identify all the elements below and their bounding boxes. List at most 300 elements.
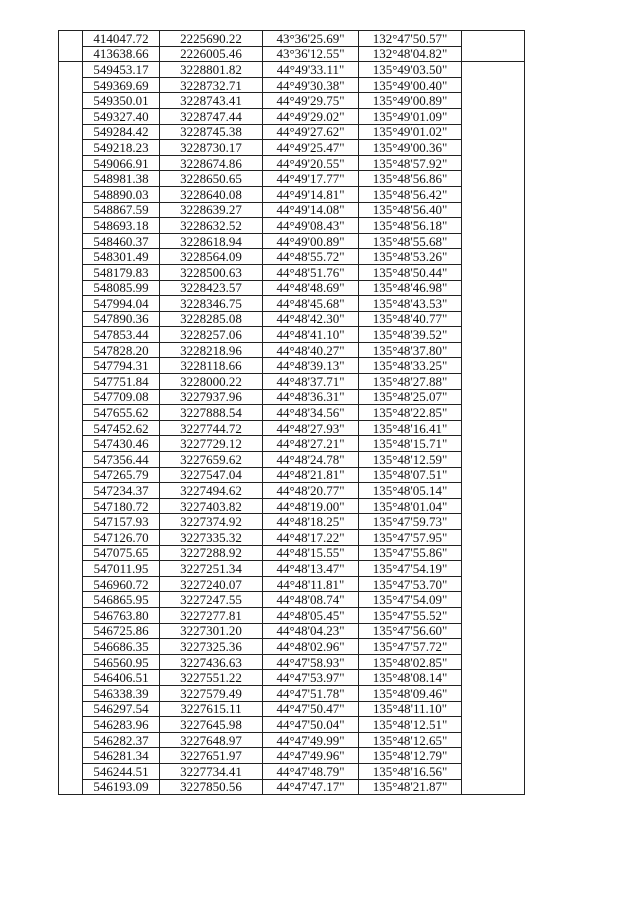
latitude-cell: 44°47'49.99" bbox=[263, 732, 359, 748]
y-coordinate-cell: 3227288.92 bbox=[160, 545, 263, 561]
latitude-cell: 44°48'02.96" bbox=[263, 639, 359, 655]
latitude-cell: 44°49'29.75" bbox=[263, 93, 359, 109]
group-index-cell bbox=[59, 218, 83, 234]
y-coordinate-cell: 3227648.97 bbox=[160, 732, 263, 748]
table-row bbox=[59, 327, 525, 343]
group-index-cell bbox=[59, 327, 83, 343]
table-row bbox=[59, 732, 525, 748]
empty-cell bbox=[462, 374, 525, 390]
y-coordinate-cell: 3228618.94 bbox=[160, 233, 263, 249]
longitude-cell: 135°48'56.40" bbox=[359, 202, 462, 218]
y-coordinate-cell: 3228743.41 bbox=[160, 93, 263, 109]
y-coordinate-cell: 3227277.81 bbox=[160, 607, 263, 623]
latitude-cell: 44°49'25.47" bbox=[263, 140, 359, 156]
longitude-cell: 132°47'50.57" bbox=[359, 31, 462, 47]
latitude-cell: 43°36'12.55" bbox=[263, 46, 359, 62]
empty-cell bbox=[462, 108, 525, 124]
latitude-cell: 44°48'15.55" bbox=[263, 545, 359, 561]
table-row bbox=[59, 358, 525, 374]
empty-cell bbox=[462, 639, 525, 655]
latitude-cell: 44°48'05.45" bbox=[263, 607, 359, 623]
y-coordinate-cell: 3228732.71 bbox=[160, 77, 263, 93]
group-index-cell bbox=[59, 623, 83, 639]
latitude-cell: 44°49'33.11" bbox=[263, 62, 359, 78]
empty-cell bbox=[462, 202, 525, 218]
longitude-cell: 135°48'16.56" bbox=[359, 763, 462, 779]
group-index-cell bbox=[59, 654, 83, 670]
y-coordinate-cell: 3227659.62 bbox=[160, 452, 263, 468]
latitude-cell: 44°48'27.93" bbox=[263, 420, 359, 436]
empty-cell bbox=[462, 264, 525, 280]
latitude-cell: 44°47'50.04" bbox=[263, 717, 359, 733]
x-coordinate-cell: 547994.04 bbox=[83, 296, 160, 312]
y-coordinate-cell: 3228639.27 bbox=[160, 202, 263, 218]
group-index-cell bbox=[59, 202, 83, 218]
latitude-cell: 44°48'17.22" bbox=[263, 530, 359, 546]
group-index-cell bbox=[59, 108, 83, 124]
y-coordinate-cell: 3228285.08 bbox=[160, 311, 263, 327]
group-index-cell bbox=[59, 342, 83, 358]
empty-cell bbox=[462, 701, 525, 717]
longitude-cell: 135°49'00.40" bbox=[359, 77, 462, 93]
longitude-cell: 135°48'39.52" bbox=[359, 327, 462, 343]
longitude-cell: 135°48'16.41" bbox=[359, 420, 462, 436]
longitude-cell: 135°48'56.42" bbox=[359, 186, 462, 202]
table-row bbox=[59, 545, 525, 561]
latitude-cell: 44°47'51.78" bbox=[263, 685, 359, 701]
empty-cell bbox=[462, 685, 525, 701]
table-row bbox=[59, 389, 525, 405]
table-row bbox=[59, 623, 525, 639]
table-row bbox=[59, 296, 525, 312]
group-index-cell bbox=[59, 264, 83, 280]
group-index-cell bbox=[59, 280, 83, 296]
group-index-cell bbox=[59, 763, 83, 779]
latitude-cell: 44°49'30.38" bbox=[263, 77, 359, 93]
x-coordinate-cell: 546193.09 bbox=[83, 779, 160, 795]
group-index-cell bbox=[59, 483, 83, 499]
longitude-cell: 135°47'57.95" bbox=[359, 530, 462, 546]
y-coordinate-cell: 3228500.63 bbox=[160, 264, 263, 280]
x-coordinate-cell: 546960.72 bbox=[83, 576, 160, 592]
longitude-cell: 135°48'37.80" bbox=[359, 342, 462, 358]
y-coordinate-cell: 3227436.63 bbox=[160, 654, 263, 670]
group-index-cell bbox=[59, 670, 83, 686]
latitude-cell: 44°48'20.77" bbox=[263, 483, 359, 499]
group-index-cell bbox=[59, 732, 83, 748]
table-row bbox=[59, 763, 525, 779]
group-index-cell bbox=[59, 436, 83, 452]
table-row bbox=[59, 748, 525, 764]
group-index-cell bbox=[59, 576, 83, 592]
table-row bbox=[59, 202, 525, 218]
latitude-cell: 44°49'00.89" bbox=[263, 233, 359, 249]
latitude-cell: 44°48'04.23" bbox=[263, 623, 359, 639]
y-coordinate-cell: 3228640.08 bbox=[160, 186, 263, 202]
longitude-cell: 135°47'59.73" bbox=[359, 514, 462, 530]
empty-cell bbox=[462, 467, 525, 483]
x-coordinate-cell: 413638.66 bbox=[83, 46, 160, 62]
latitude-cell: 44°49'17.77" bbox=[263, 171, 359, 187]
y-coordinate-cell: 3227651.97 bbox=[160, 748, 263, 764]
empty-cell bbox=[462, 93, 525, 109]
group-index-cell bbox=[59, 31, 83, 47]
x-coordinate-cell: 549327.40 bbox=[83, 108, 160, 124]
latitude-cell: 44°47'50.47" bbox=[263, 701, 359, 717]
table-row bbox=[59, 93, 525, 109]
table-row bbox=[59, 561, 525, 577]
table-row bbox=[59, 514, 525, 530]
latitude-cell: 44°47'47.17" bbox=[263, 779, 359, 795]
x-coordinate-cell: 546244.51 bbox=[83, 763, 160, 779]
empty-cell bbox=[462, 607, 525, 623]
table-row bbox=[59, 171, 525, 187]
latitude-cell: 44°48'39.13" bbox=[263, 358, 359, 374]
longitude-cell: 135°48'08.14" bbox=[359, 670, 462, 686]
y-coordinate-cell: 3227251.34 bbox=[160, 561, 263, 577]
latitude-cell: 44°48'51.76" bbox=[263, 264, 359, 280]
latitude-cell: 44°48'24.78" bbox=[263, 452, 359, 468]
group-index-cell bbox=[59, 140, 83, 156]
empty-cell bbox=[462, 717, 525, 733]
x-coordinate-cell: 548179.83 bbox=[83, 264, 160, 280]
latitude-cell: 44°49'29.02" bbox=[263, 108, 359, 124]
group-index-cell bbox=[59, 420, 83, 436]
latitude-cell: 44°49'14.81" bbox=[263, 186, 359, 202]
longitude-cell: 135°48'27.88" bbox=[359, 374, 462, 390]
longitude-cell: 135°48'07.51" bbox=[359, 467, 462, 483]
table-row bbox=[59, 264, 525, 280]
table-row bbox=[59, 498, 525, 514]
longitude-cell: 135°48'50.44" bbox=[359, 264, 462, 280]
empty-cell bbox=[462, 623, 525, 639]
table-row bbox=[59, 576, 525, 592]
y-coordinate-cell: 3227494.62 bbox=[160, 483, 263, 499]
longitude-cell: 135°48'53.26" bbox=[359, 249, 462, 265]
x-coordinate-cell: 546338.39 bbox=[83, 685, 160, 701]
group-index-cell bbox=[59, 405, 83, 421]
table-row bbox=[59, 280, 525, 296]
coordinates-table bbox=[58, 30, 525, 795]
longitude-cell: 135°47'55.52" bbox=[359, 607, 462, 623]
empty-cell bbox=[462, 233, 525, 249]
empty-cell bbox=[462, 31, 525, 47]
group-index-cell bbox=[59, 748, 83, 764]
group-index-cell bbox=[59, 452, 83, 468]
latitude-cell: 44°48'42.30" bbox=[263, 311, 359, 327]
y-coordinate-cell: 3227547.04 bbox=[160, 467, 263, 483]
empty-cell bbox=[462, 46, 525, 62]
latitude-cell: 44°48'55.72" bbox=[263, 249, 359, 265]
empty-cell bbox=[462, 342, 525, 358]
group-index-cell bbox=[59, 561, 83, 577]
group-index-cell bbox=[59, 311, 83, 327]
longitude-cell: 135°48'33.25" bbox=[359, 358, 462, 374]
longitude-cell: 135°49'01.02" bbox=[359, 124, 462, 140]
table-row bbox=[59, 467, 525, 483]
empty-cell bbox=[462, 592, 525, 608]
empty-cell bbox=[462, 561, 525, 577]
x-coordinate-cell: 546560.95 bbox=[83, 654, 160, 670]
group-index-cell bbox=[59, 607, 83, 623]
latitude-cell: 44°48'27.21" bbox=[263, 436, 359, 452]
group-index-cell bbox=[59, 296, 83, 312]
table-row bbox=[59, 124, 525, 140]
x-coordinate-cell: 548460.37 bbox=[83, 233, 160, 249]
longitude-cell: 135°48'12.51" bbox=[359, 717, 462, 733]
latitude-cell: 44°48'37.71" bbox=[263, 374, 359, 390]
group-index-cell bbox=[59, 62, 83, 78]
empty-cell bbox=[462, 436, 525, 452]
table-row bbox=[59, 62, 525, 78]
empty-cell bbox=[462, 155, 525, 171]
latitude-cell: 44°49'27.62" bbox=[263, 124, 359, 140]
group-index-cell bbox=[59, 498, 83, 514]
table-row bbox=[59, 218, 525, 234]
empty-cell bbox=[462, 140, 525, 156]
empty-cell bbox=[462, 62, 525, 78]
y-coordinate-cell: 3227301.20 bbox=[160, 623, 263, 639]
latitude-cell: 44°48'45.68" bbox=[263, 296, 359, 312]
x-coordinate-cell: 547126.70 bbox=[83, 530, 160, 546]
x-coordinate-cell: 549369.69 bbox=[83, 77, 160, 93]
table-row bbox=[59, 108, 525, 124]
empty-cell bbox=[462, 545, 525, 561]
x-coordinate-cell: 547794.31 bbox=[83, 358, 160, 374]
y-coordinate-cell: 3228564.09 bbox=[160, 249, 263, 265]
empty-cell bbox=[462, 420, 525, 436]
table-row bbox=[59, 654, 525, 670]
longitude-cell: 135°48'57.92" bbox=[359, 155, 462, 171]
x-coordinate-cell: 547011.95 bbox=[83, 561, 160, 577]
longitude-cell: 135°48'22.85" bbox=[359, 405, 462, 421]
latitude-cell: 44°48'41.10" bbox=[263, 327, 359, 343]
x-coordinate-cell: 414047.72 bbox=[83, 31, 160, 47]
latitude-cell: 44°48'34.56" bbox=[263, 405, 359, 421]
group-index-cell bbox=[59, 358, 83, 374]
latitude-cell: 44°47'48.79" bbox=[263, 763, 359, 779]
latitude-cell: 44°48'21.81" bbox=[263, 467, 359, 483]
group-index-cell bbox=[59, 592, 83, 608]
group-index-cell bbox=[59, 530, 83, 546]
group-index-cell bbox=[59, 93, 83, 109]
latitude-cell: 44°47'53.97" bbox=[263, 670, 359, 686]
group-index-cell bbox=[59, 249, 83, 265]
group-index-cell bbox=[59, 701, 83, 717]
group-index-cell bbox=[59, 124, 83, 140]
x-coordinate-cell: 547356.44 bbox=[83, 452, 160, 468]
empty-cell bbox=[462, 249, 525, 265]
latitude-cell: 44°48'08.74" bbox=[263, 592, 359, 608]
table-row bbox=[59, 46, 525, 62]
y-coordinate-cell: 3228000.22 bbox=[160, 374, 263, 390]
group-index-cell bbox=[59, 467, 83, 483]
longitude-cell: 135°48'55.68" bbox=[359, 233, 462, 249]
group-index-cell bbox=[59, 639, 83, 655]
y-coordinate-cell: 3227240.07 bbox=[160, 576, 263, 592]
empty-cell bbox=[462, 576, 525, 592]
table-row bbox=[59, 405, 525, 421]
x-coordinate-cell: 549066.91 bbox=[83, 155, 160, 171]
longitude-cell: 132°48'04.82" bbox=[359, 46, 462, 62]
x-coordinate-cell: 546763.80 bbox=[83, 607, 160, 623]
table-row bbox=[59, 639, 525, 655]
y-coordinate-cell: 2226005.46 bbox=[160, 46, 263, 62]
longitude-cell: 135°47'56.60" bbox=[359, 623, 462, 639]
empty-cell bbox=[462, 311, 525, 327]
y-coordinate-cell: 3227325.36 bbox=[160, 639, 263, 655]
x-coordinate-cell: 547265.79 bbox=[83, 467, 160, 483]
group-index-cell bbox=[59, 514, 83, 530]
longitude-cell: 135°48'15.71" bbox=[359, 436, 462, 452]
latitude-cell: 44°48'36.31" bbox=[263, 389, 359, 405]
empty-cell bbox=[462, 77, 525, 93]
empty-cell bbox=[462, 483, 525, 499]
longitude-cell: 135°47'57.72" bbox=[359, 639, 462, 655]
group-index-cell bbox=[59, 171, 83, 187]
group-index-cell bbox=[59, 389, 83, 405]
table-row bbox=[59, 452, 525, 468]
y-coordinate-cell: 3228118.66 bbox=[160, 358, 263, 374]
group-index-cell bbox=[59, 46, 83, 62]
table-row bbox=[59, 483, 525, 499]
table-row bbox=[59, 717, 525, 733]
x-coordinate-cell: 547709.08 bbox=[83, 389, 160, 405]
latitude-cell: 44°48'48.69" bbox=[263, 280, 359, 296]
y-coordinate-cell: 3227615.11 bbox=[160, 701, 263, 717]
empty-cell bbox=[462, 405, 525, 421]
empty-cell bbox=[462, 358, 525, 374]
y-coordinate-cell: 3228257.06 bbox=[160, 327, 263, 343]
table-row bbox=[59, 779, 525, 795]
x-coordinate-cell: 547234.37 bbox=[83, 483, 160, 499]
x-coordinate-cell: 546283.96 bbox=[83, 717, 160, 733]
x-coordinate-cell: 547180.72 bbox=[83, 498, 160, 514]
x-coordinate-cell: 546865.95 bbox=[83, 592, 160, 608]
y-coordinate-cell: 3227551.22 bbox=[160, 670, 263, 686]
x-coordinate-cell: 546725.86 bbox=[83, 623, 160, 639]
y-coordinate-cell: 3227645.98 bbox=[160, 717, 263, 733]
latitude-cell: 44°49'20.55" bbox=[263, 155, 359, 171]
empty-cell bbox=[462, 280, 525, 296]
y-coordinate-cell: 3227850.56 bbox=[160, 779, 263, 795]
x-coordinate-cell: 548981.38 bbox=[83, 171, 160, 187]
x-coordinate-cell: 548890.03 bbox=[83, 186, 160, 202]
latitude-cell: 44°49'08.43" bbox=[263, 218, 359, 234]
table-row bbox=[59, 233, 525, 249]
empty-cell bbox=[462, 654, 525, 670]
x-coordinate-cell: 549218.23 bbox=[83, 140, 160, 156]
empty-cell bbox=[462, 218, 525, 234]
table-row bbox=[59, 607, 525, 623]
empty-cell bbox=[462, 514, 525, 530]
y-coordinate-cell: 3228632.52 bbox=[160, 218, 263, 234]
group-index-cell bbox=[59, 374, 83, 390]
x-coordinate-cell: 548085.99 bbox=[83, 280, 160, 296]
latitude-cell: 44°48'40.27" bbox=[263, 342, 359, 358]
latitude-cell: 43°36'25.69" bbox=[263, 31, 359, 47]
y-coordinate-cell: 3228423.57 bbox=[160, 280, 263, 296]
table-row bbox=[59, 311, 525, 327]
group-index-cell bbox=[59, 233, 83, 249]
x-coordinate-cell: 546297.54 bbox=[83, 701, 160, 717]
table-row bbox=[59, 31, 525, 47]
group-index-cell bbox=[59, 545, 83, 561]
y-coordinate-cell: 3228747.44 bbox=[160, 108, 263, 124]
group-index-cell bbox=[59, 155, 83, 171]
latitude-cell: 44°47'58.93" bbox=[263, 654, 359, 670]
longitude-cell: 135°48'40.77" bbox=[359, 311, 462, 327]
table-row bbox=[59, 685, 525, 701]
longitude-cell: 135°47'53.70" bbox=[359, 576, 462, 592]
longitude-cell: 135°48'05.14" bbox=[359, 483, 462, 499]
y-coordinate-cell: 3227937.96 bbox=[160, 389, 263, 405]
y-coordinate-cell: 3228218.96 bbox=[160, 342, 263, 358]
y-coordinate-cell: 2225690.22 bbox=[160, 31, 263, 47]
y-coordinate-cell: 3227579.49 bbox=[160, 685, 263, 701]
longitude-cell: 135°47'54.09" bbox=[359, 592, 462, 608]
group-index-cell bbox=[59, 77, 83, 93]
longitude-cell: 135°48'43.53" bbox=[359, 296, 462, 312]
latitude-cell: 44°47'49.96" bbox=[263, 748, 359, 764]
x-coordinate-cell: 548301.49 bbox=[83, 249, 160, 265]
longitude-cell: 135°48'56.86" bbox=[359, 171, 462, 187]
y-coordinate-cell: 3228346.75 bbox=[160, 296, 263, 312]
coordinates-table-body bbox=[59, 31, 525, 795]
y-coordinate-cell: 3228745.38 bbox=[160, 124, 263, 140]
group-index-cell bbox=[59, 717, 83, 733]
longitude-cell: 135°49'01.09" bbox=[359, 108, 462, 124]
longitude-cell: 135°48'12.65" bbox=[359, 732, 462, 748]
latitude-cell: 44°49'14.08" bbox=[263, 202, 359, 218]
longitude-cell: 135°47'55.86" bbox=[359, 545, 462, 561]
latitude-cell: 44°48'18.25" bbox=[263, 514, 359, 530]
y-coordinate-cell: 3228801.82 bbox=[160, 62, 263, 78]
longitude-cell: 135°48'02.85" bbox=[359, 654, 462, 670]
x-coordinate-cell: 549453.17 bbox=[83, 62, 160, 78]
table-row bbox=[59, 670, 525, 686]
x-coordinate-cell: 547430.46 bbox=[83, 436, 160, 452]
longitude-cell: 135°48'12.79" bbox=[359, 748, 462, 764]
x-coordinate-cell: 547751.84 bbox=[83, 374, 160, 390]
x-coordinate-cell: 547890.36 bbox=[83, 311, 160, 327]
longitude-cell: 135°48'01.04" bbox=[359, 498, 462, 514]
longitude-cell: 135°48'56.18" bbox=[359, 218, 462, 234]
empty-cell bbox=[462, 186, 525, 202]
y-coordinate-cell: 3228730.17 bbox=[160, 140, 263, 156]
latitude-cell: 44°48'19.00" bbox=[263, 498, 359, 514]
table-row bbox=[59, 436, 525, 452]
empty-cell bbox=[462, 171, 525, 187]
table-row bbox=[59, 140, 525, 156]
y-coordinate-cell: 3228674.86 bbox=[160, 155, 263, 171]
longitude-cell: 135°48'25.07" bbox=[359, 389, 462, 405]
group-index-cell bbox=[59, 186, 83, 202]
longitude-cell: 135°49'00.89" bbox=[359, 93, 462, 109]
longitude-cell: 135°48'46.98" bbox=[359, 280, 462, 296]
x-coordinate-cell: 548867.59 bbox=[83, 202, 160, 218]
group-index-cell bbox=[59, 779, 83, 795]
latitude-cell: 44°48'11.81" bbox=[263, 576, 359, 592]
x-coordinate-cell: 547075.65 bbox=[83, 545, 160, 561]
x-coordinate-cell: 547452.62 bbox=[83, 420, 160, 436]
empty-cell bbox=[462, 327, 525, 343]
longitude-cell: 135°49'03.50" bbox=[359, 62, 462, 78]
x-coordinate-cell: 547828.20 bbox=[83, 342, 160, 358]
x-coordinate-cell: 547853.44 bbox=[83, 327, 160, 343]
latitude-cell: 44°48'13.47" bbox=[263, 561, 359, 577]
table-row bbox=[59, 701, 525, 717]
